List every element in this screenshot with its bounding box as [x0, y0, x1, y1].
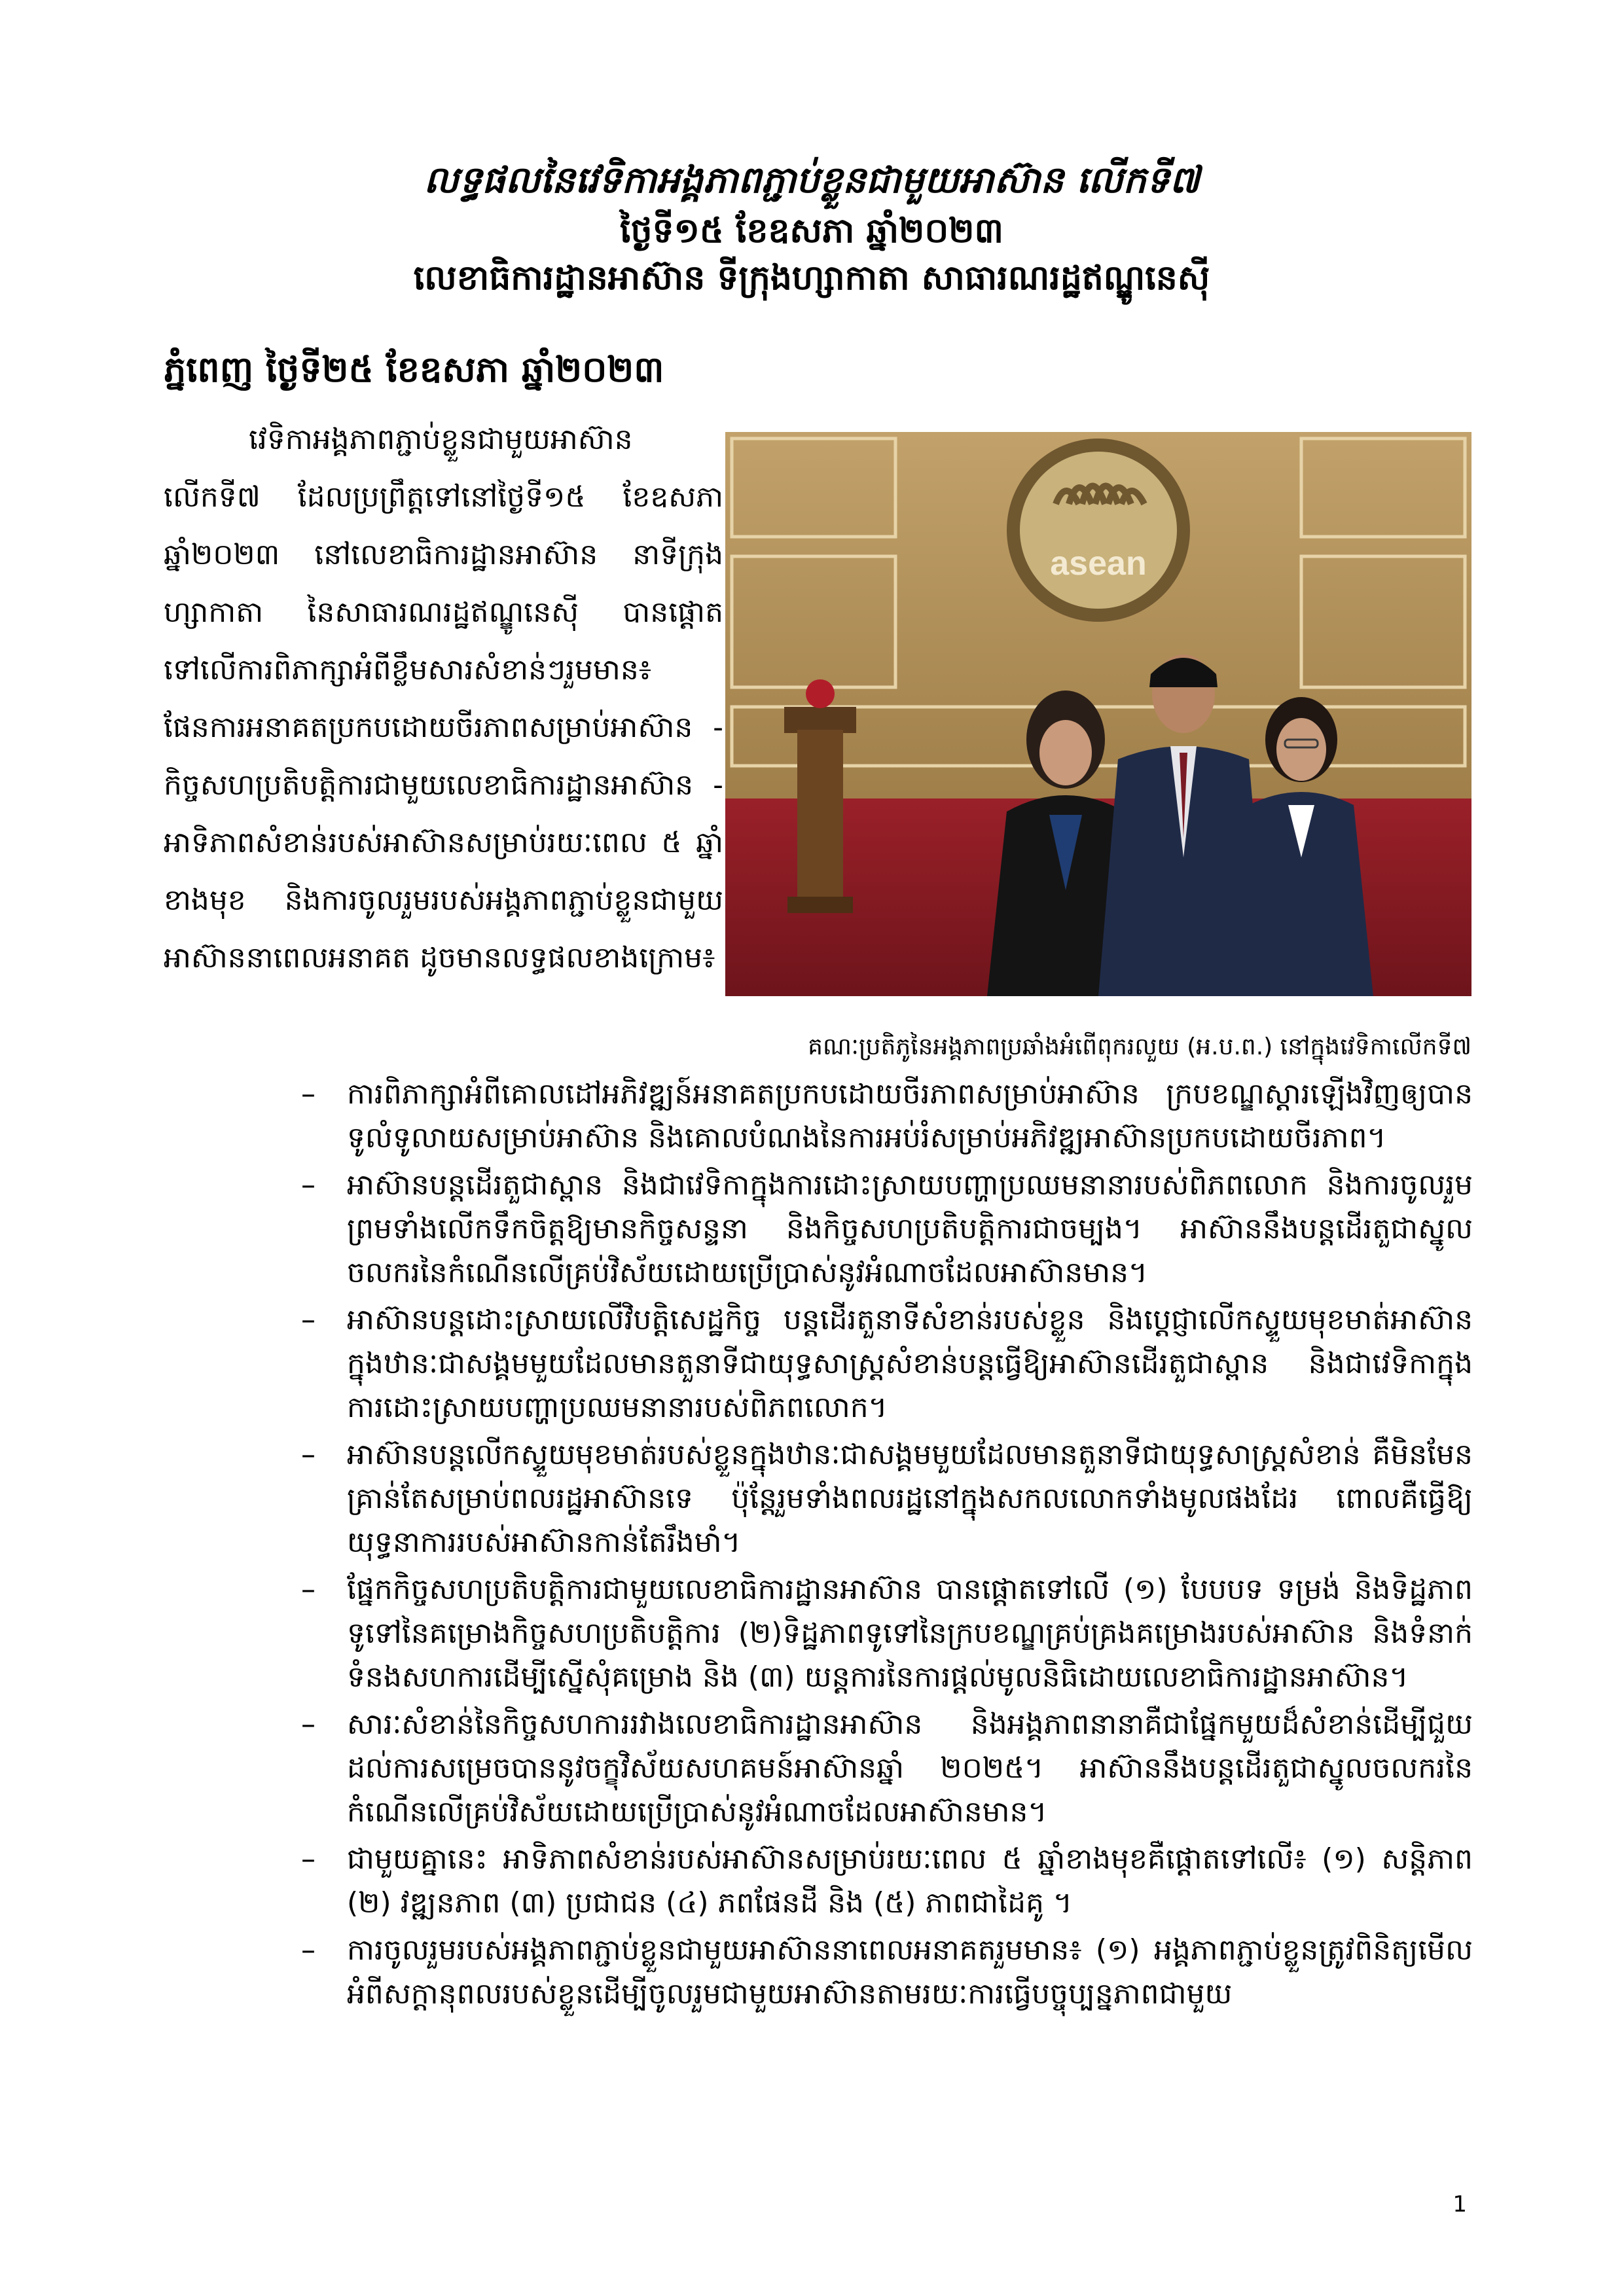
list-item	[164, 1298, 1473, 1429]
event-date: ថ្ងៃទី១៥ ខែឧសភា ឆ្នាំ២០២៣	[620, 211, 1003, 251]
bullet-dash: –	[301, 1077, 316, 1111]
bullet-dash: –	[301, 1573, 316, 1606]
bullet-dash: –	[301, 1303, 316, 1336]
list-item	[164, 1928, 1473, 2016]
list-item-text: អាស៊ានបន្តដោះស្រាយលើវិបត្តិសេដ្ឋកិច្ច បន្តដើរតួនាទីសំខាន់របស់ខ្លួន និងប្តេជ្ញាលើកស្ទួយមុខមាត់អាស៊ានក្នុងឋានៈជាសង្គមមួយដែលមានតួនាទីជាយុទ្ធសាស្ត្រសំខាន់បន្តធ្វើឱ្យអាស៊ានដើរតួជាស្ពាន និងជាវេទិកាក្នុងការដោះស្រាយបញ្ហាប្រឈមនានារបស់ពិភពលោក។	[347, 1303, 1473, 1424]
intro-paragraph: វេទិកាអង្គភាពភ្ជាប់ខ្លួនជាមួយអាស៊ាន លើកទី៧ ដែលប្រព្រឹត្តទៅនៅថ្ងៃទី១៥ ខែឧសភា ឆ្នាំ២០២៣ នៅលេខាធិការដ្ឋានអាស៊ាន នាទីក្រុងហ្សាកាតា នៃសាធារណរដ្ឋឥណ្ឌូនេស៊ី បានផ្តោតទៅលើការពិភាក្សាអំពីខ្លឹមសារសំខាន់ៗរួមមាន៖ ផែនការអនាគតប្រកបដោយចីរភាពសម្រាប់អាស៊ាន - កិច្ចសហប្រតិបត្តិការជាមួយលេខាធិការដ្ឋានអាស៊ាន - អាទិភាពសំខាន់របស់អាស៊ានសម្រាប់រយៈពេល ៥ ឆ្នាំខាងមុខ និងការចូលរួមរបស់អង្គភាពភ្ជាប់ខ្លួនជាមួយអាស៊ាននាពេលអនាគត ដូចមានលទ្ធផលខាងក្រោម៖	[164, 423, 723, 975]
bullet-dash: –	[301, 1438, 316, 1471]
document-title: លទ្ធផលនៃវេទិកាអង្គភាពភ្ជាប់ខ្លួនជាមួយអាស៊ាន លើកទី៧	[424, 159, 1200, 202]
asean-emblem	[1007, 439, 1190, 622]
list-item	[164, 1837, 1473, 1925]
list-item	[164, 1163, 1473, 1295]
list-item-text: អាស៊ានបន្តលើកស្ទួយមុខមាត់របស់ខ្លួនក្នុងឋានៈជាសង្គមមួយដែលមានតួនាទីជាយុទ្ធសាស្ត្រសំខាន់ គឺមិនមែនគ្រាន់តែសម្រាប់ពលរដ្ឋអាស៊ានទេ ប៉ុន្តែរួមទាំងពលរដ្ឋនៅក្នុងសកលលោកទាំងមូលផងដែរ ពោលគឺធ្វើឱ្យយុទ្ធនាការរបស់អាស៊ានកាន់តែរឹងមាំ។	[347, 1438, 1473, 1559]
list-item-text: អាស៊ានបន្តដើរតួជាស្ពាន និងជាវេទិកាក្នុងការដោះស្រាយបញ្ហាប្រឈមនានារបស់ពិភពលោក និងការចូលរួមព្រមទាំងលើកទឹកចិត្តឱ្យមានកិច្ចសន្ទនា និងកិច្ចសហប្រតិបត្តិការជាចម្បង។ អាស៊ាននឹងបន្តដើរតួជាស្នូលចលករនៃកំណើនលើគ្រប់វិស័យដោយប្រើប្រាស់នូវអំណាចដែលអាស៊ានមាន។	[347, 1168, 1473, 1289]
emblem-text: asean	[1050, 545, 1147, 583]
bullet-dash: –	[301, 1842, 316, 1876]
list-item-text: ផ្នែកកិច្ចសហប្រតិបត្តិការជាមួយលេខាធិការដ្ឋានអាស៊ាន បានផ្តោតទៅលើ (១) បែបបទ ទម្រង់ និងទិដ្ឋភាពទូទៅនៃគម្រោងកិច្ចសហប្រតិបត្តិការ (២)ទិដ្ឋភាពទូទៅនៃក្របខណ្ឌគ្រប់គ្រងគម្រោងរបស់អាស៊ាន និងទំនាក់ទំនងសហការដើម្បីស្នើសុំគម្រោង និង (៣) យន្តការនៃការផ្តល់មូលនិធិដោយលេខាធិការដ្ឋានអាស៊ាន។	[347, 1573, 1473, 1694]
photo-caption: គណៈប្រតិភូនៃអង្គភាពប្រឆាំងអំពើពុករលួយ (អ.ប.ព.) នៅក្នុងវេទិកាលើកទី៧	[808, 1033, 1471, 1060]
document-header	[196, 154, 1427, 302]
event-venue: លេខាធិការដ្ឋានអាស៊ាន ទីក្រុងហ្សាកាតា សាធារណរដ្ឋឥណ្ឌូនេស៊ី	[413, 259, 1210, 298]
list-item	[164, 1433, 1473, 1564]
bullet-dash: –	[301, 1933, 316, 1967]
delegation-photo	[725, 432, 1471, 996]
list-item	[164, 1702, 1473, 1834]
page-number: 1	[1453, 2191, 1467, 2217]
list-item	[164, 1568, 1473, 1699]
dateline: ភ្នំពេញ ថ្ងៃទី២៥ ខែឧសភា ឆ្នាំ២០២៣	[164, 349, 664, 390]
list-item-text: ជាមួយគ្នានេះ អាទិភាពសំខាន់របស់អាស៊ានសម្រាប់រយៈពេល ៥ ឆ្នាំខាងមុខគឺផ្តោតទៅលើ៖ (១) សន្តិភាព (២) វឌ្ឍនភាព (៣) ប្រជាជន (៤) ភពផែនដី និង (៥) ភាពជាដៃគូ ។	[347, 1842, 1473, 1920]
outcomes-list	[164, 1072, 1473, 2019]
list-item-text: សារៈសំខាន់នៃកិច្ចសហការរវាងលេខាធិការដ្ឋានអាស៊ាន និងអង្គភាពនានាគឺជាផ្នែកមួយដ៏សំខាន់ដើម្បីជួយដល់ការសម្រេចបាននូវចក្ខុវិស័យសហគមន៍អាស៊ានឆ្នាំ ២០២៥។ អាស៊ាននឹងបន្តដើរតួជាស្នូលចលករនៃកំណើនលើគ្រប់វិស័យដោយប្រើប្រាស់នូវអំណាចដែលអាស៊ានមាន។	[347, 1708, 1473, 1829]
list-item-text: ការចូលរួមរបស់អង្គភាពភ្ជាប់ខ្លួនជាមួយអាស៊ាននាពេលអនាគតរួមមាន៖ (១) អង្គភាពភ្ជាប់ខ្លួនត្រូវពិនិត្យមើលអំពីសក្តានុពលរបស់ខ្លួនដើម្បីចូលរួមជាមួយអាស៊ានតាមរយៈការធ្វើបច្ចុប្បន្នភាពជាមួយ	[347, 1933, 1473, 2011]
bullet-dash: –	[301, 1168, 316, 1202]
bullet-dash: –	[301, 1708, 316, 1741]
list-item-text: ការពិភាក្សាអំពីគោលដៅអភិវឌ្ឍន៍អនាគតប្រកបដោយចីរភាពសម្រាប់អាស៊ាន ក្របខណ្ឌស្តារឡើងវិញឲ្យបានទូលំទូលាយសម្រាប់អាស៊ាន និងគោលបំណងនៃការអប់រំសម្រាប់អភិវឌ្ឍអាស៊ានប្រកបដោយចីរភាព។	[347, 1077, 1473, 1155]
list-item	[164, 1072, 1473, 1160]
